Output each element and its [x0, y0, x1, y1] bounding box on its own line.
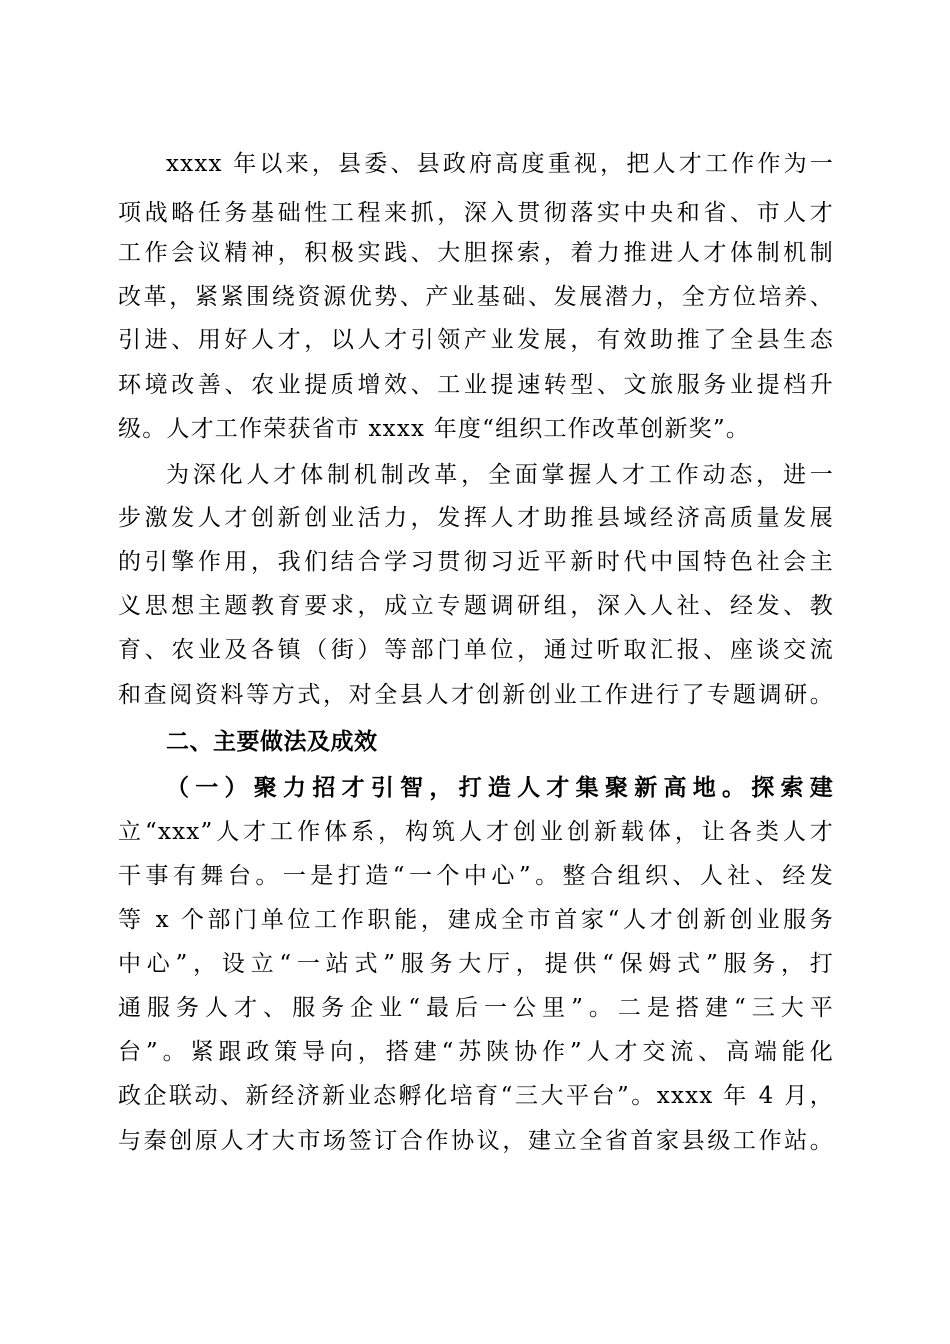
paragraph-3-line-6: 通服务人才、服务企业“最后一公里”。二是搭建“三大平 [118, 995, 834, 1021]
paragraph-3-line-1: （一）聚力招才引智，打造人才集聚新高地。探索建 [166, 775, 834, 801]
paragraph-1-line-3: 工作会议精神，积极实践、大胆探索，着力推进人才体制机制 [118, 240, 834, 266]
paragraph-2-line-1: 为深化人才体制机制改革，全面掌握人才工作动态，进一 [166, 462, 834, 488]
paragraph-3-line-3: 干事有舞台。一是打造“一个中心”。整合组织、人社、经发 [118, 863, 834, 889]
paragraph-3-line-5: 中心”，设立“一站式”服务大厅，提供“保姆式”服务，打 [118, 951, 834, 977]
paragraph-3-line-4: 等 x 个部门单位工作职能，建成全市首家“人才创新创业服务 [118, 907, 834, 933]
paragraph-1-line-5: 引进、用好人才，以人才引领产业发展，有效助推了全县生态 [118, 327, 834, 353]
paragraph-1-line-4: 改革，紧紧围绕资源优势、产业基础、发展潜力，全方位培养、 [118, 284, 834, 310]
paragraph-2-line-4: 义思想主题教育要求，成立专题调研组，深入人社、经发、教 [118, 593, 834, 619]
paragraph-1-line-2: 项战略任务基础性工程来抓，深入贯彻落实中央和省、市人才 [118, 200, 834, 226]
paragraph-3-line-9: 与秦创原人才大市场签订合作协议，建立全省首家县级工作站。 [118, 1128, 834, 1154]
section-heading: 二、主要做法及成效 [166, 729, 378, 755]
paragraph-2-line-2: 步激发人才创新创业活力，发挥人才助推县域经济高质量发展 [118, 505, 834, 531]
paragraph-3-line-7: 台”。紧跟政策导向，搭建“苏陕协作”人才交流、高端能化 [118, 1039, 834, 1065]
paragraph-1-line-1: xxxx 年以来，县委、县政府高度重视，把人才工作作为一 [166, 151, 834, 177]
paragraph-2-line-6: 和查阅资料等方式，对全县人才创新创业工作进行了专题调研。 [118, 682, 834, 708]
paragraph-1-line-6: 环境改善、农业提质增效、工业提速转型、文旅服务业提档升 [118, 372, 834, 398]
paragraph-2-line-5: 育、农业及各镇（街）等部门单位，通过听取汇报、座谈交流 [118, 637, 834, 663]
paragraph-2-line-3: 的引擎作用，我们结合学习贯彻习近平新时代中国特色社会主 [118, 549, 834, 575]
paragraph-3-line-2: 立“xxx”人才工作体系，构筑人才创业创新载体，让各类人才 [118, 819, 834, 845]
paragraph-3-line-8: 政企联动、新经济新业态孵化培育“三大平台”。xxxx 年 4 月， [118, 1083, 834, 1109]
paragraph-1-line-7: 级。人才工作荣获省市 xxxx 年度“组织工作改革创新奖”。 [118, 416, 751, 442]
